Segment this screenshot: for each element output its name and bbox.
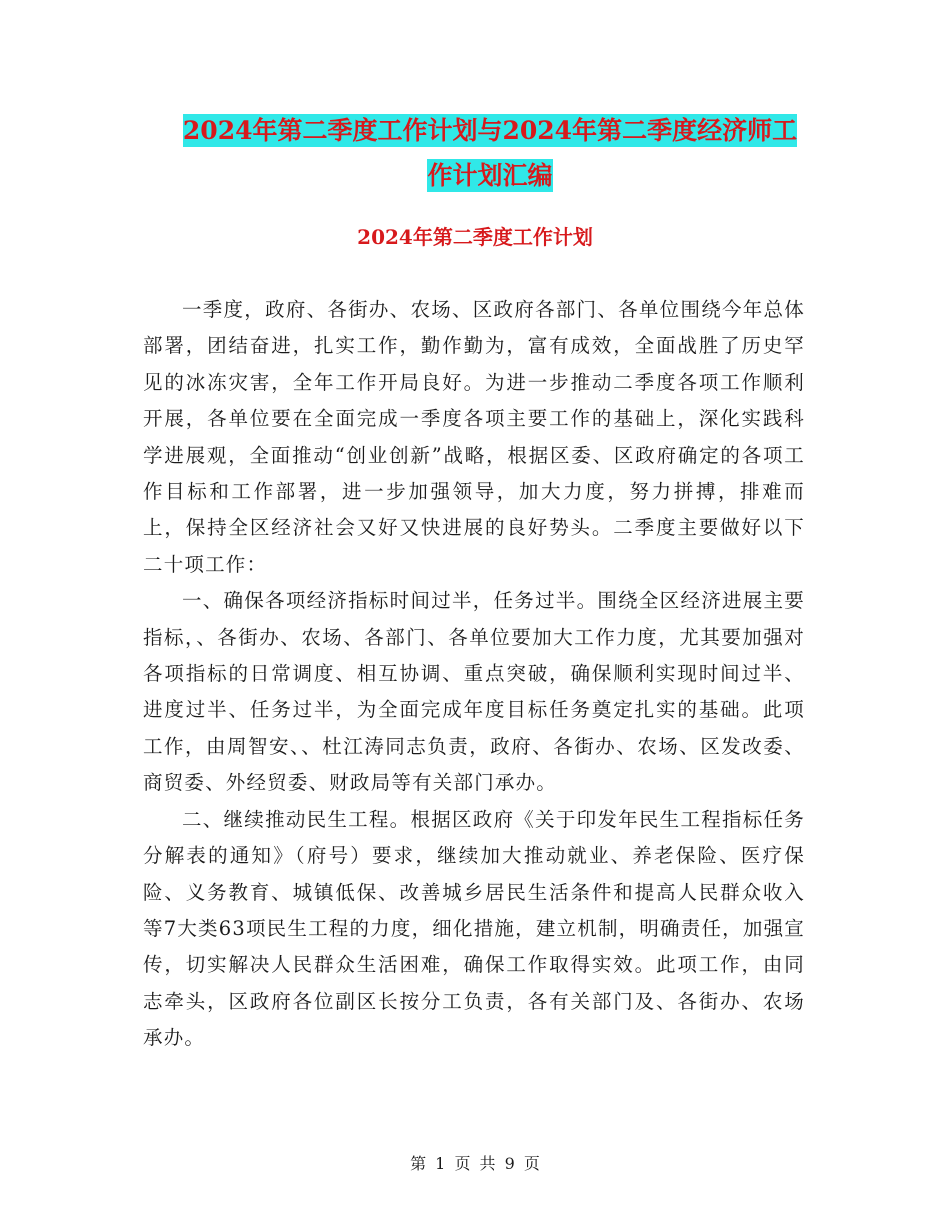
section-title: 2024年第二季度工作计划: [357, 225, 593, 249]
page-number-footer: 第 1 页 共 9 页: [410, 1154, 540, 1173]
body-text: [143, 292, 805, 1057]
document-title-line-1: 2024年第二季度工作计划与2024年第二季度经济师工: [182, 116, 798, 145]
document-title: [160, 108, 820, 198]
paragraph-item-1: 一、确保各项经济指标时间过半，任务过半。围绕全区经济进展主要指标，、各街办、农场、各部门、各单位要加大工作力度，尤其要加强对各项指标的日常调度、相互协调、重点突破，确保顺利实现时间过半、进度过半、任务过半，为全面完成年度目标任务奠定扎实的基础。此项工作，由周智安、、杜江涛同志负责，政府、各街办、农场、区发改委、商贸委、外经贸委、财政局等有关部门承办。: [143, 589, 805, 795]
paragraph-intro: 一季度，政府、各街办、农场、区政府各部门、各单位围绕今年总体部署，团结奋进，扎实工作，勤作勤为，富有成效，全面战胜了历史罕见的冰冻灾害，全年工作开局良好。为进一步推动二季度各项工作顺利开展，各单位要在全面完成一季度各项主要工作的基础上，深化实践科学进展观，全面推动“创业创新”战略，根据区委、区政府确定的各项工作目标和工作部署，进一步加强领导，加大力度，努力拼搏，排难而上，保持全区经济社会又好又快进展的良好势头。二季度主要做好以下二十项工作：: [143, 298, 805, 576]
document-title-line-2: 作计划汇编: [427, 161, 553, 190]
paragraph-item-2: 二、继续推动民生工程。根据区政府《关于印发年民生工程指标任务分解表的通知》（府号）要求，继续加大推动就业、养老保险、医疗保险、义务教育、城镇低保、改善城乡居民生活条件和提高人民群众收入等7大类63项民生工程的力度，细化措施，建立机制，明确责任，加强宣传，切实解决人民群众生活困难，确保工作取得实效。此项工作，由同志牵头，区政府各位副区长按分工负责，各有关部门及、各街办、农场承办。: [143, 807, 805, 1050]
